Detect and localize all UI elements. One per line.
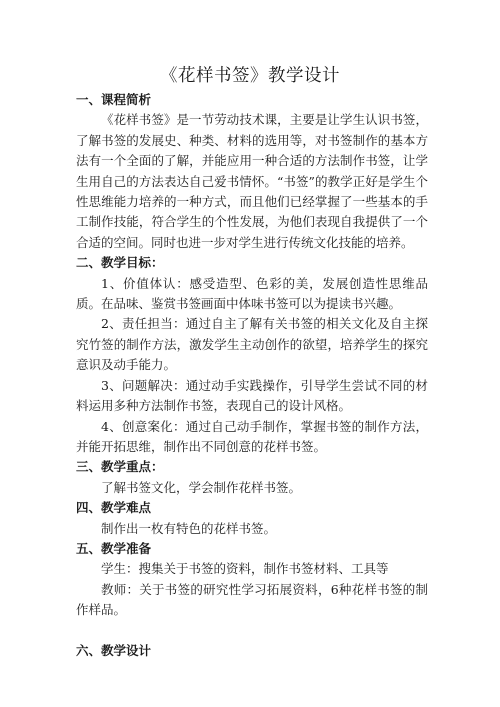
section-heading-goals: 二、教学目标： <box>76 255 164 271</box>
goal-item-problem-solving: 3、问题解决：通过动手实践操作，引导学生尝试不同的材料运用多种方法制作书签，表现自己的设计风格。 <box>76 377 428 414</box>
difficulty-paragraph: 制作出一枚有特色的花样书签。 <box>101 520 277 536</box>
goal-item-creativity: 4、创意案化：通过自己动手制作，掌握书签的制作方法，并能开拓思维，制作出不同创意的花样书签。 <box>76 418 428 454</box>
document-title: 《花样书签》教学设计 <box>160 66 340 86</box>
section-heading-course: 一、课程简析 <box>76 92 152 107</box>
preparation-teacher-paragraph: 教师：关于书签的研究性学习拓展资料，6种花样书签的制作样品。 <box>76 581 428 618</box>
goal-item-responsibility: 2、责任担当：通过自主了解有关书签的相关文化及自主探究竹签的制作方法，激发学生主动创作的欲望，培养学生的探究意识及动手能力。 <box>76 316 428 373</box>
document-body <box>76 90 428 661</box>
section-heading-difficulty: 四、教学难点 <box>76 500 152 516</box>
section-heading-keypoint: 三、教学重点： <box>76 459 164 475</box>
goal-item-values: 1、价值体认：感受造型、色彩的美，发展创造性思维品质。在品味、鉴赏书签画面中体味书签可以为提读书兴趣。 <box>76 275 428 312</box>
keypoint-paragraph: 了解书签文化，学会制作花样书签。 <box>101 479 302 495</box>
section-spacer <box>76 621 428 641</box>
section-heading-design: 六、教学设计 <box>76 642 152 658</box>
course-analysis-paragraph: 《花样书签》是一节劳动技术课，主要是让学生认识书签，了解书签的发展史、种类、材料的选用等，对书签制作的基本方法有一个全面的了解，并能应用一种合适的方法制作书签，让学生用自己的方法表达自己爱书情怀。“书签”的教学正好是学生个性思维能力培养的一种方式，而且他们已经掌握了一些基本的手工制作技能，符合学生的个性发展，为他们表现自我提供了一个合适的空间。同时也进一步对学生进行传统文化技能的培养。 <box>76 112 428 250</box>
section-heading-preparation: 五、教学准备 <box>76 540 152 556</box>
preparation-student-paragraph: 学生：搜集关于书签的资料，制作书签材料、工具等 <box>101 561 389 577</box>
